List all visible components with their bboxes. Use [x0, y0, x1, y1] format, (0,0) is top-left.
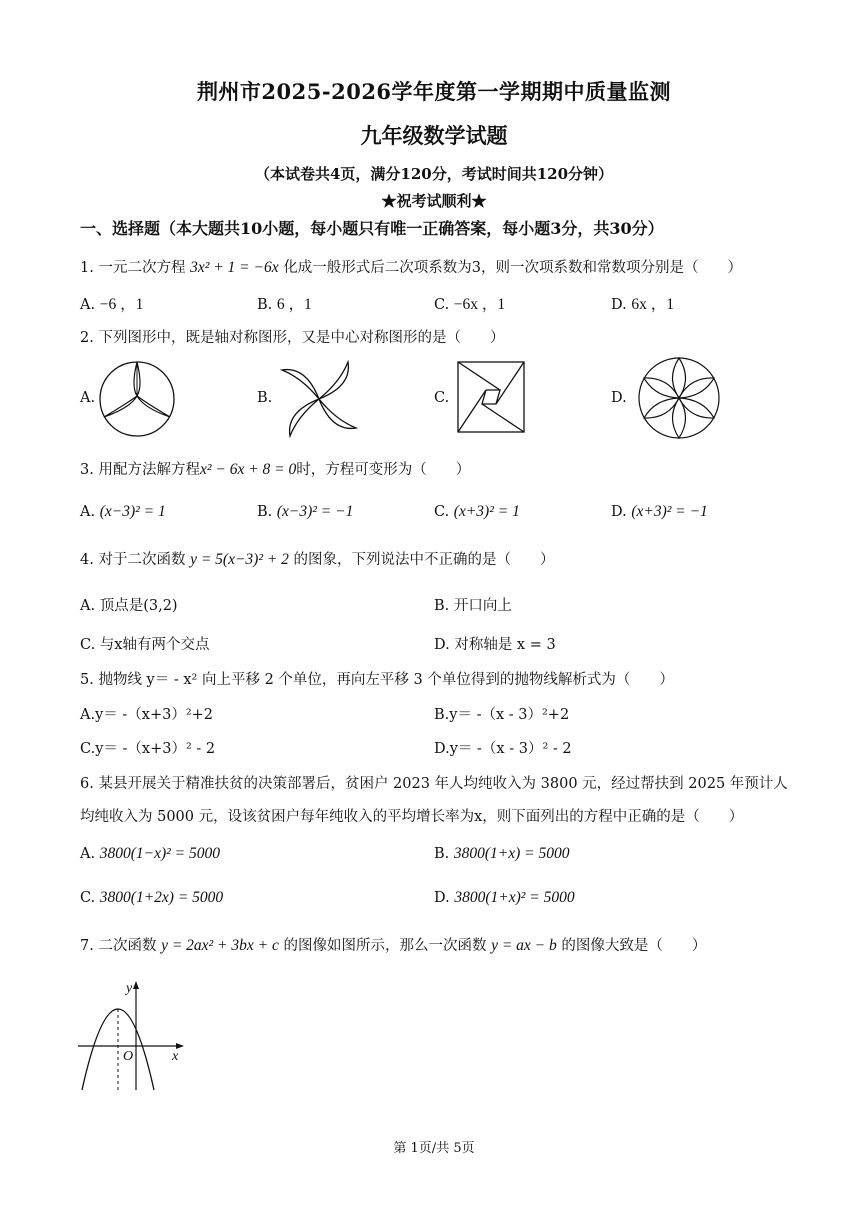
question-4: 4. 对于二次函数 y = 5(x−3)² + 2 的图象，下列说法中不正确的是（ ）	[80, 551, 555, 568]
page-footer: 第 1页/共 5页	[393, 1141, 475, 1156]
q3-formula: x² − 6x + 8 = 0	[199, 461, 297, 478]
q2-option-c-label: C.	[434, 390, 450, 406]
q4-option-b: B. 开口向上	[434, 598, 512, 614]
q2-option-b-label: B.	[257, 390, 273, 406]
q1-post: 化成一般形式后二次项系数为3，则一次项系数和常数项分别是（ ）	[283, 260, 742, 276]
q3-option-c: C. (x+3)² = 1	[434, 503, 520, 520]
q3-option-b: B. (x−3)² = −1	[257, 503, 354, 520]
graph-origin-label: O	[123, 1049, 134, 1064]
q3-option-a: A. (x−3)² = 1	[80, 503, 166, 520]
q1-num: 1.	[80, 260, 99, 276]
q6-option-c: C. 3800(1+2x) = 5000	[80, 889, 224, 906]
graph-x-label: x	[172, 1049, 179, 1064]
q4-option-a: A. 顶点是(3,2)	[80, 598, 178, 614]
q2-figure-d	[636, 355, 722, 441]
q2-option-d-label: D.	[611, 390, 627, 406]
q7-formula-linear: y = ax − b	[491, 937, 557, 954]
q7-parabola-graph	[76, 978, 188, 1096]
q7-formula-quadratic: y = 2ax² + 3bx + c	[161, 937, 279, 954]
exam-note: （本试卷共4页，满分120分，考试时间共120分钟）	[254, 165, 614, 183]
q6-option-b: B. 3800(1+x) = 5000	[434, 845, 570, 862]
q6-option-d: D. 3800(1+x)² = 5000	[434, 889, 575, 906]
question-6-line-1: 6. 某县开展关于精准扶贫的决策部署后，贫困户 2023 年人均纯收入为 3800 元，经过帮扶到 2025 年预计人	[80, 776, 788, 792]
q1-option-a: A. −6 ，1	[80, 296, 144, 313]
section-heading: 一、选择题（本大题共10小题，每小题只有唯一正确答案，每小题3分，共30分）	[80, 219, 664, 238]
q2-option-a-label: A.	[80, 390, 96, 406]
q1-formula: 3x² + 1 = −6x	[190, 259, 279, 276]
question-6-line-2: 均纯收入为 5000 元，设该贫困户每年纯收入的平均增长率为x，则下面列出的方程中正确的是（ ）	[80, 809, 744, 825]
exam-title: 荆州市2025-2026学年度第一学期期中质量监测	[196, 79, 672, 104]
exam-wish: ★祝考试顺利★	[381, 192, 487, 210]
q2-figure-b	[276, 356, 362, 442]
question-7: 7. 二次函数 y = 2ax² + 3bx + c 的图像如图所示，那么一次函数 y = ax − b 的图像大致是（ ）	[80, 937, 707, 954]
q1-pre: 一元二次方程	[98, 260, 186, 276]
q4-option-c: C. 与x轴有两个交点	[80, 637, 210, 653]
q1-option-b: B. 6 ，1	[257, 296, 312, 313]
q4-formula: y = 5(x−3)² + 2	[190, 551, 289, 568]
q4-option-d: D. 对称轴是 x = 3	[434, 637, 556, 653]
question-1	[80, 256, 742, 277]
q5-option-c: C.y＝ -（x+3）² - 2	[80, 741, 216, 757]
q3-option-d: D. (x+3)² = −1	[611, 503, 708, 520]
question-2: 2. 下列图形中，既是轴对称图形，又是中心对称图形的是（ ）	[80, 330, 505, 346]
question-5: 5. 抛物线 y＝ - x² 向上平移 2 个单位，再向左平移 3 个单位得到的抛物线解析式为（ ）	[80, 672, 674, 688]
q5-option-a: A.y＝ -（x+3）²+2	[80, 707, 214, 723]
graph-y-label: y	[126, 981, 133, 996]
q1-option-c: C. −6x ，1	[434, 296, 506, 313]
question-3: 3. 用配方法解方程x² − 6x + 8 = 0时，方程可变形为（ ）	[80, 461, 471, 478]
q2-figure-a	[96, 358, 178, 440]
q5-option-b: B.y＝ -（x - 3）²+2	[434, 707, 570, 723]
q1-option-d: D. 6x ，1	[611, 296, 674, 313]
q6-option-a: A. 3800(1−x)² = 5000	[80, 845, 220, 862]
q5-option-d: D.y＝ -（x - 3）² - 2	[434, 741, 572, 757]
q2-figure-c	[456, 360, 526, 434]
exam-subtitle: 九年级数学试题	[360, 123, 508, 148]
